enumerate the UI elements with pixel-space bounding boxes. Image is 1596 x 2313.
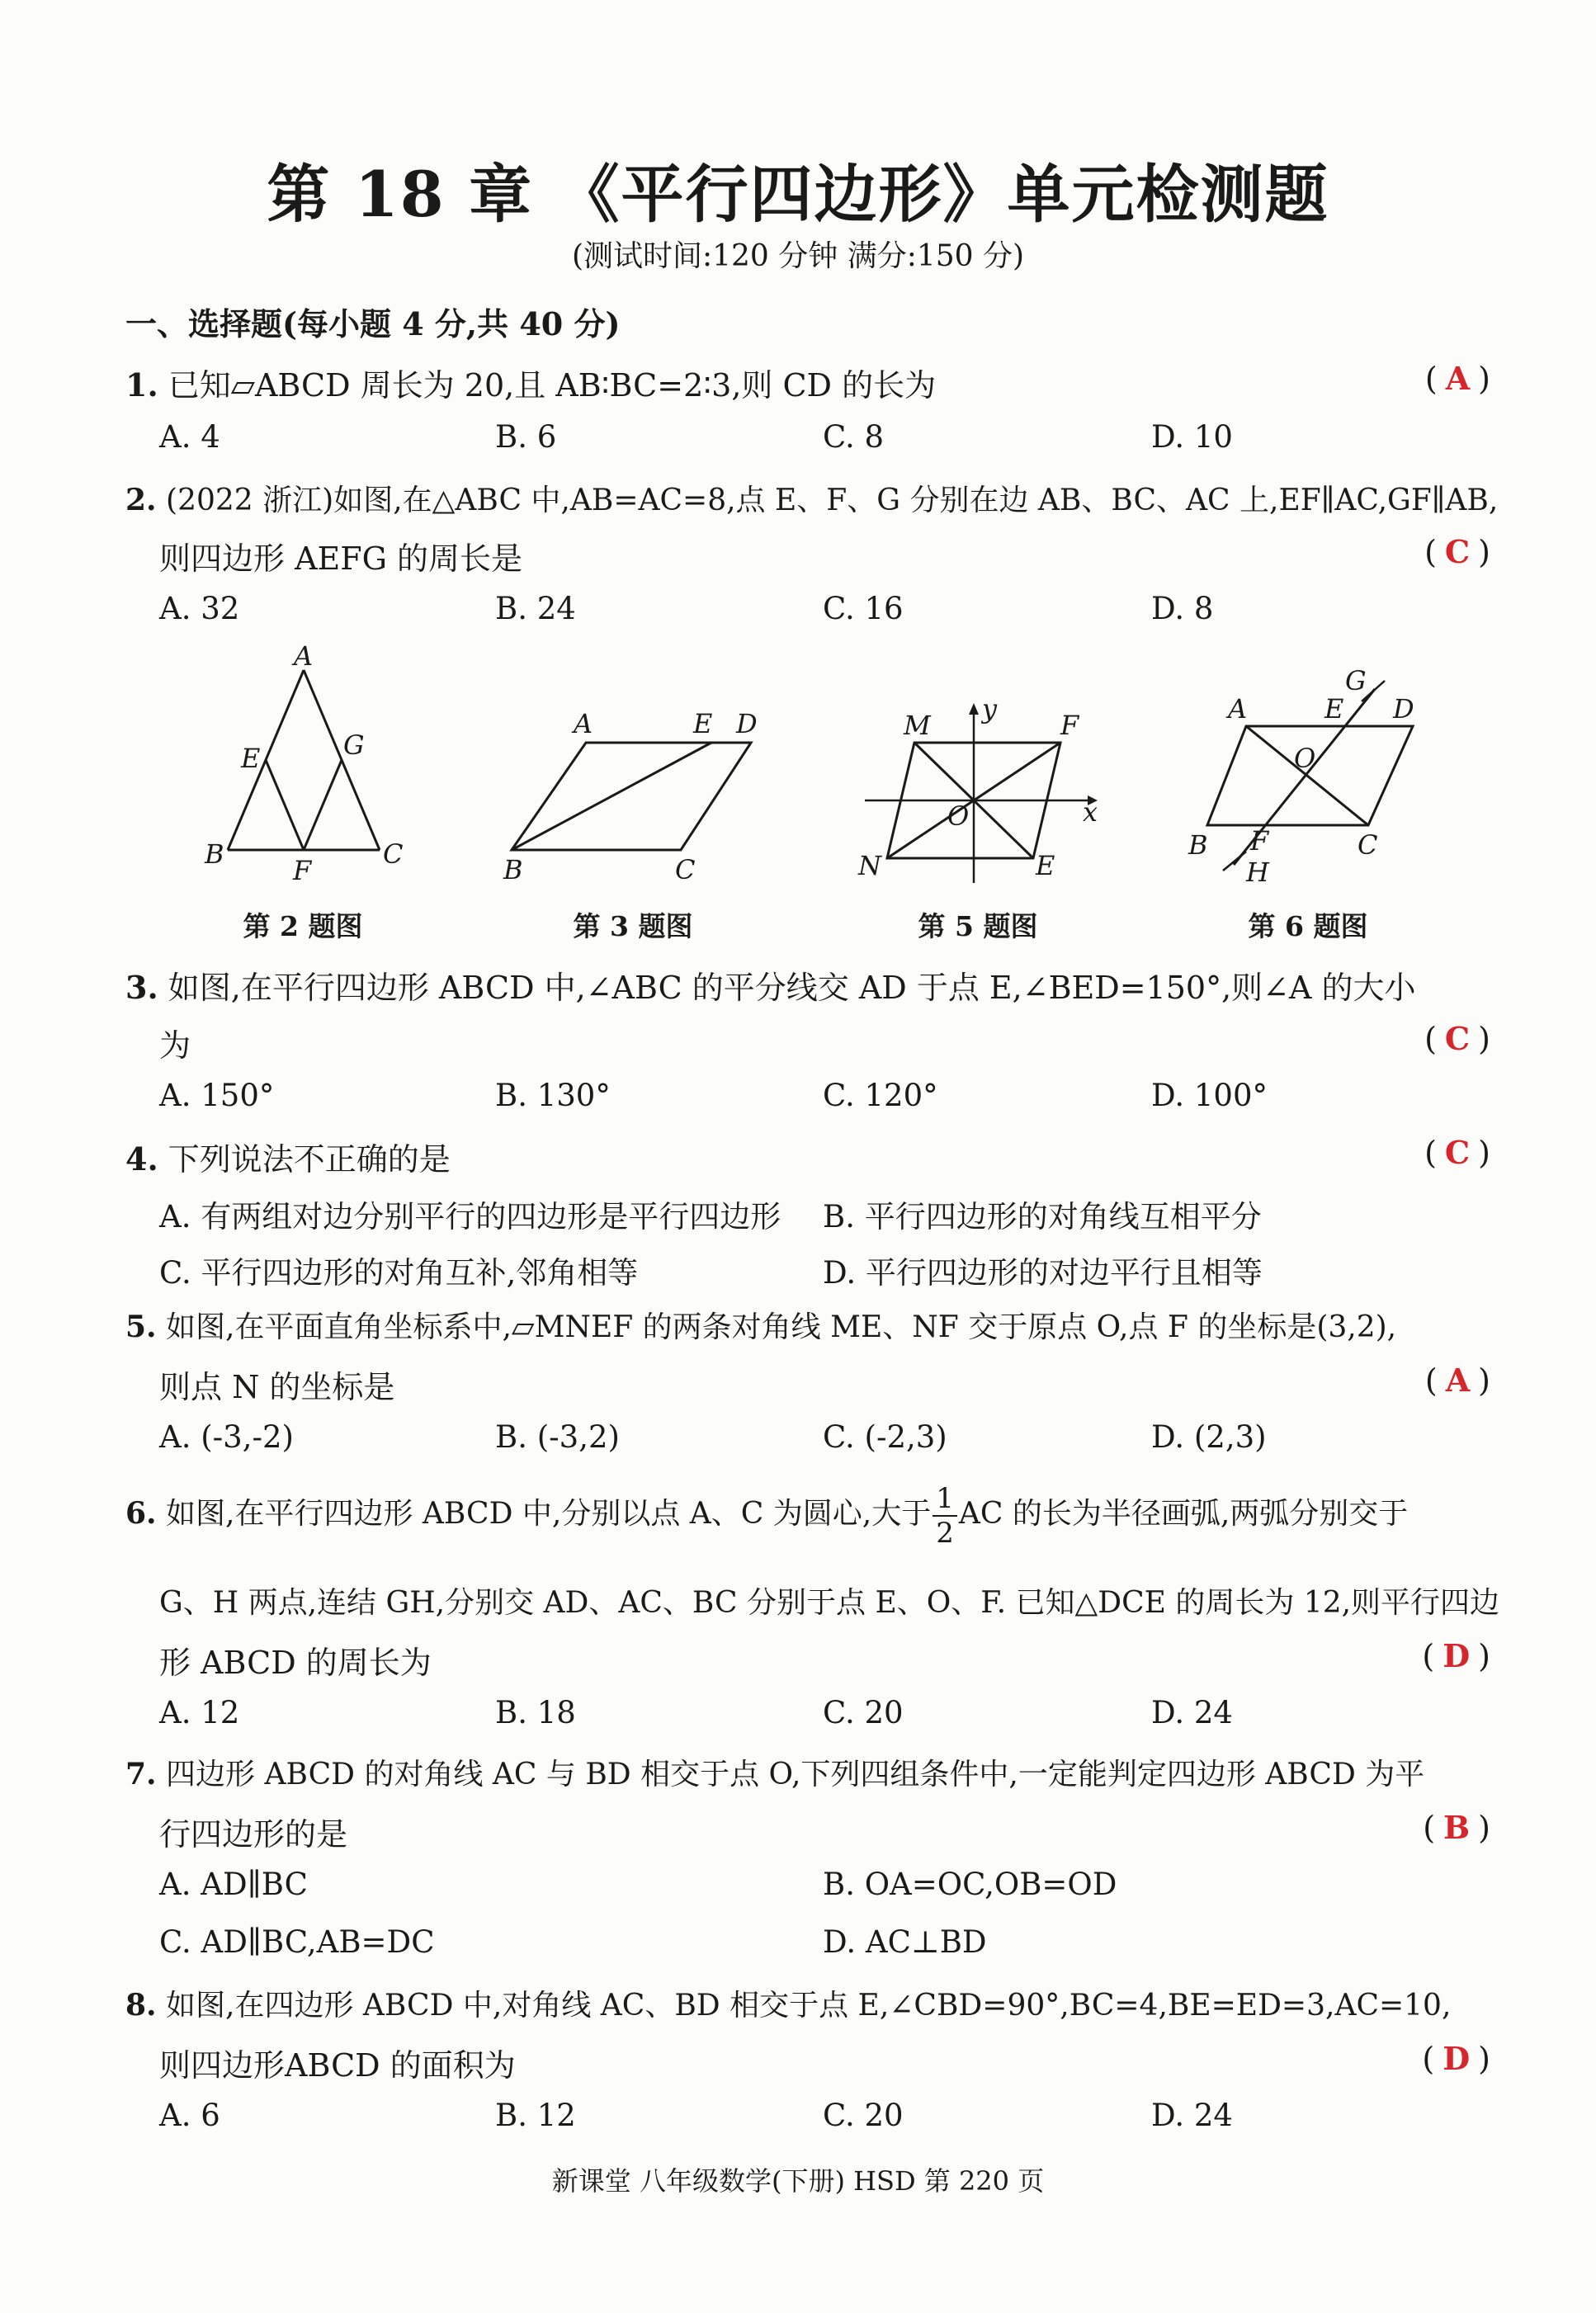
question-text: 下列说法不正确的是 xyxy=(168,1141,451,1178)
label-C: C xyxy=(383,838,404,870)
question-text-line3: 形 ABCD 的周长为 xyxy=(159,1645,432,1681)
label-A: A xyxy=(294,644,314,672)
figure-q3-parallelogram xyxy=(495,693,767,891)
answer-letter: D xyxy=(1443,2040,1471,2077)
label-H: H xyxy=(1246,857,1269,888)
label-F: F xyxy=(293,855,312,886)
figure-caption: 第 6 题图 xyxy=(1248,910,1368,942)
option: C. 120° xyxy=(823,1078,938,1113)
question-text-line2: 行四边形的是 xyxy=(159,1816,348,1853)
option: D. (2,3) xyxy=(1151,1419,1267,1455)
option: A. AD∥BC xyxy=(159,1867,308,1902)
label-y: y xyxy=(982,693,998,725)
question-text: 已知▱ABCD 周长为 20,且 AB∶BC=2∶3,则 CD 的长为 xyxy=(168,367,937,404)
label-M: M xyxy=(904,710,931,741)
label-A: A xyxy=(574,708,593,739)
question-6 xyxy=(125,1482,1408,1550)
label-G: G xyxy=(343,729,365,761)
answer-6: ( D ) xyxy=(1422,1637,1490,1674)
answer-8: ( D ) xyxy=(1422,2040,1490,2077)
option: D. 24 xyxy=(1151,2098,1233,2133)
fraction-one-half: $\frac{1}{2}$ xyxy=(933,1482,957,1550)
question-number: 4. xyxy=(125,1140,158,1178)
question-number: 6. xyxy=(125,1496,157,1531)
section-title: 一、选择题(每小题 4 分,共 40 分) xyxy=(125,305,621,342)
label-N: N xyxy=(858,850,881,881)
option: B. 130° xyxy=(495,1078,611,1113)
answer-letter: B xyxy=(1443,1809,1471,1846)
label-O: O xyxy=(947,800,970,832)
question-5 xyxy=(125,1304,1396,1346)
page-footer: 新课堂 八年级数学(下册) HSD 第 220 页 xyxy=(551,2165,1045,2197)
question-number: 2. xyxy=(125,483,157,517)
answer-3: ( C ) xyxy=(1424,1020,1490,1057)
option: C. 20 xyxy=(823,2098,904,2133)
question-text: AC 的长为半径画弧,两弧分别交于 xyxy=(958,1497,1409,1531)
option: C. AD∥BC,AB=DC xyxy=(159,1924,435,1960)
answer-letter: A xyxy=(1445,1362,1471,1399)
figure-caption: 第 3 题图 xyxy=(573,910,693,942)
question-number: 8. xyxy=(125,1988,157,2023)
question-text: 如图,在平面直角坐标系中,▱MNEF 的两条对角线 ME、NF 交于原点 O,点 F 的坐标是(3,2), xyxy=(166,1310,1397,1344)
question-text: 如图,在平行四边形 ABCD 中,∠ABC 的平分线交 AD 于点 E,∠BED=150°,则∠A 的大小 xyxy=(168,970,1416,1006)
label-F: F xyxy=(1060,710,1079,741)
option: B. 18 xyxy=(495,1695,576,1730)
question-3 xyxy=(125,962,1416,1008)
answer-letter: A xyxy=(1445,360,1471,397)
figure-q2-triangle xyxy=(182,644,429,891)
label-E: E xyxy=(241,743,261,774)
label-D: D xyxy=(736,708,758,739)
answer-2: ( C ) xyxy=(1424,533,1490,570)
question-text-line2: 则点 N 的坐标是 xyxy=(159,1369,395,1405)
option: B. 平行四边形的对角线互相平分 xyxy=(823,1199,1262,1234)
figure-q5-coordinate xyxy=(850,693,1114,891)
option: C. 8 xyxy=(823,419,885,455)
question-text-line2: 为 xyxy=(159,1027,191,1064)
label-E: E xyxy=(1036,850,1055,881)
option: C. 16 xyxy=(823,591,904,626)
question-text: 四边形 ABCD 的对角线 AC 与 BD 相交于点 O,下列四组条件中,一定能判定四边形 ABCD 为平 xyxy=(166,1758,1425,1791)
option: A. 12 xyxy=(159,1695,240,1730)
label-B: B xyxy=(503,854,523,885)
answer-5: ( A ) xyxy=(1424,1362,1490,1399)
option: A. 4 xyxy=(159,419,220,455)
label-E: E xyxy=(693,708,713,739)
answer-7: ( B ) xyxy=(1423,1809,1490,1846)
question-1 xyxy=(125,360,936,405)
option: D. AC⊥BD xyxy=(823,1924,987,1960)
option: A. 150° xyxy=(159,1078,275,1113)
test-info: (测试时间:120 分钟 满分:150 分) xyxy=(571,239,1025,273)
page-title: 第 18 章 《平行四边形》单元检测题 xyxy=(267,158,1329,231)
answer-letter: C xyxy=(1444,1020,1471,1057)
option: B. (-3,2) xyxy=(495,1419,620,1455)
option: D. 平行四边形的对边平行且相等 xyxy=(823,1255,1263,1291)
question-number: 3. xyxy=(125,969,158,1006)
answer-letter: C xyxy=(1444,1134,1471,1171)
option: C. 平行四边形的对角互补,邻角相等 xyxy=(159,1255,639,1291)
label-D: D xyxy=(1393,693,1414,725)
label-F: F xyxy=(1250,825,1269,857)
figure-caption: 第 2 题图 xyxy=(243,910,363,942)
option: A. 32 xyxy=(159,591,240,626)
question-text-line2: 则四边形ABCD 的面积为 xyxy=(159,2047,516,2084)
option: A. 6 xyxy=(159,2098,220,2133)
option: D. 24 xyxy=(1151,1695,1233,1730)
label-O: O xyxy=(1294,743,1316,774)
option: B. 24 xyxy=(495,591,576,626)
option: D. 100° xyxy=(1151,1078,1268,1113)
question-text: 如图,在四边形 ABCD 中,对角线 AC、BD 相交于点 E,∠CBD=90°,BC=4,BE=ED=3,AC=10, xyxy=(166,1989,1452,2023)
option: D. 8 xyxy=(1151,591,1214,626)
option: A. 有两组对边分别平行的四边形是平行四边形 xyxy=(159,1199,781,1234)
option: B. 12 xyxy=(495,2098,576,2133)
label-B: B xyxy=(205,838,224,870)
question-text-line2: 则四边形 AEFG 的周长是 xyxy=(159,540,523,577)
option: A. (-3,-2) xyxy=(159,1419,294,1455)
question-text: (2022 浙江)如图,在△ABC 中,AB=AC=8,点 E、F、G 分别在边 AB、BC、AC 上,EF∥AC,GF∥AB, xyxy=(166,484,1499,517)
answer-letter: D xyxy=(1443,1637,1471,1674)
figure-q6-parallelogram xyxy=(1180,660,1452,899)
option: B. OA=OC,OB=OD xyxy=(823,1867,1117,1902)
option: C. (-2,3) xyxy=(823,1419,947,1455)
option: D. 10 xyxy=(1151,419,1233,455)
question-7 xyxy=(125,1751,1424,1793)
answer-4: ( C ) xyxy=(1424,1134,1490,1171)
label-B: B xyxy=(1188,829,1208,861)
label-C: C xyxy=(675,854,696,885)
label-G: G xyxy=(1345,665,1367,696)
label-E: E xyxy=(1324,693,1344,725)
figure-caption: 第 5 题图 xyxy=(918,910,1038,942)
option: C. 20 xyxy=(823,1695,904,1730)
question-2 xyxy=(125,477,1498,519)
label-x: x xyxy=(1083,796,1098,828)
question-text: 如图,在平行四边形 ABCD 中,分别以点 A、C 为圆心,大于 xyxy=(166,1497,932,1531)
answer-letter: C xyxy=(1444,533,1471,570)
question-number: 5. xyxy=(125,1310,157,1344)
question-number: 7. xyxy=(125,1757,157,1791)
question-text-line2: G、H 两点,连结 GH,分别交 AD、AC、BC 分别于点 E、O、F. 已知△DCE 的周长为 12,则平行四边 xyxy=(159,1586,1500,1620)
option: B. 6 xyxy=(495,419,557,455)
question-4 xyxy=(125,1134,451,1179)
label-C: C xyxy=(1358,829,1378,861)
question-number: 1. xyxy=(125,366,158,404)
answer-1: ( A ) xyxy=(1424,360,1490,397)
label-A: A xyxy=(1228,693,1248,725)
question-8 xyxy=(125,1982,1451,2024)
